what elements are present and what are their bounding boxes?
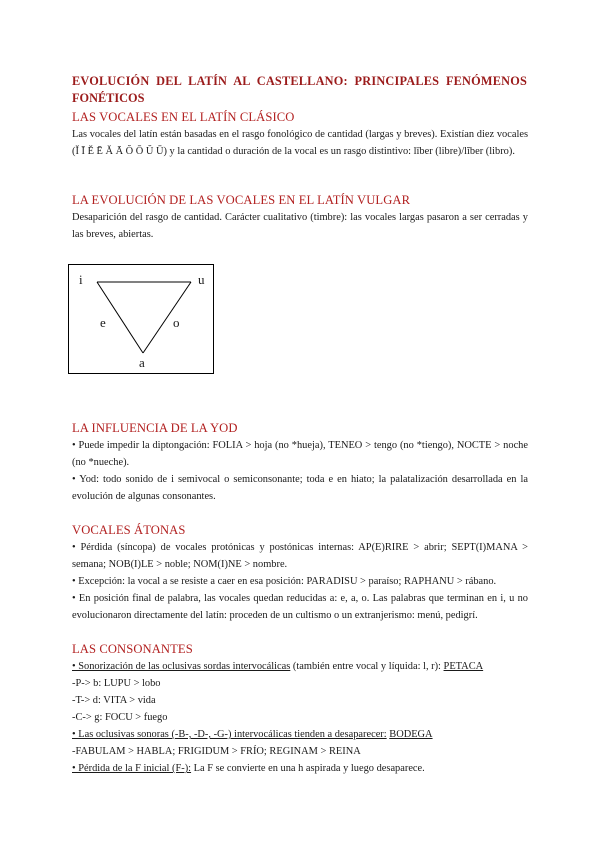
vowel-triangle-diagram	[68, 264, 214, 374]
sonorizacion-example: PETACA	[443, 661, 484, 672]
perdida-f-label: • Pérdida de la F inicial (F-):	[72, 763, 192, 774]
oclusivas-examples-line: -FABULAM > HABLA; FRIGIDUM > FRÍO; REGINAM > REINA	[72, 746, 361, 757]
perdida-f-detail: La F se convierte en una h aspirada y luego desaparece.	[191, 763, 425, 774]
consonantes-sonorizacion	[72, 658, 483, 675]
vowel-u: u	[198, 272, 205, 287]
sonorizacion-detail: (también entre vocal y líquida: l, r):	[290, 661, 444, 672]
vowel-a: a	[139, 355, 145, 370]
atonas-bullet-excepcion: • Excepción: la vocal a se resiste a caer en esa posición: PARADISU > paraíso; RAPHANU > rábano.	[72, 576, 497, 587]
example-t-d: -T-> d: VITA > vida	[72, 695, 156, 706]
vowel-i: i	[79, 272, 83, 287]
heading-latin-vulgar: LA EVOLUCIÓN DE LAS VOCALES EN EL LATÍN VULGAR	[72, 193, 411, 207]
yod-bullet-diptongacion: • Puede impedir la diptongación: FOLIA > hoja (no *hueja), TENEO > tengo (no *tiengo), NOCTE > noche (no *nueche).	[72, 440, 528, 468]
consonantes-perdida-f	[72, 760, 425, 777]
heading-consonantes: LAS CONSONANTES	[72, 642, 193, 656]
example-p-b: -P-> b: LUPU > lobo	[72, 678, 161, 689]
paragraph-latin-vulgar: Desaparición del rasgo de cantidad. Carácter cualitativo (timbre): las vocales largas pasaron a ser cerradas y las breves, abiertas.	[72, 212, 528, 240]
heading-latin-clasico: LAS VOCALES EN EL LATÍN CLÁSICO	[72, 110, 295, 124]
yod-bullet-definicion: • Yod: todo sonido de i semivocal o semiconsonante; toda e en hiato; la palatalización desarrollada en la evolución de algunas consonantes.	[72, 474, 528, 502]
example-c-g: -C-> g: FOCU > fuego	[72, 712, 168, 723]
document-title: EVOLUCIÓN DEL LATÍN AL CASTELLANO: PRINCIPALES FENÓMENOS	[72, 74, 527, 88]
vowel-e: e	[100, 315, 106, 330]
consonantes-oclusivas-sonoras	[72, 726, 433, 743]
heading-yod: LA INFLUENCIA DE LA YOD	[72, 421, 238, 435]
sonorizacion-label: • Sonorización de las oclusivas sordas intervocálicas	[72, 661, 291, 672]
vowel-o: o	[173, 315, 180, 330]
oclusivas-label: • Las oclusivas sonoras (-B-, -D-, -G-) intervocálicas tienden a desaparecer:	[72, 729, 387, 740]
oclusivas-example: BODEGA	[389, 729, 433, 740]
document-title-continued: FONÉTICOS	[72, 91, 145, 105]
paragraph-latin-clasico: Las vocales del latín están basadas en el rasgo fonológico de cantidad (largas y breves). Existían diez vocales (Ĭ Ī Ĕ Ē Ă Ā Ŏ Ō Ŭ Ū) y la cantidad o duración de la vocal es un rasgo distintivo: līber (libre)/lĭber (libro).	[72, 129, 528, 157]
atonas-bullet-sincopa: • Pérdida (síncopa) de vocales protónicas y postónicas internas: AP(E)RIRE > abrir; SEPT(I)MANA > semana; NOB(I)LE > noble; NOM(I)NE > nombre.	[72, 542, 528, 570]
heading-vocales-atonas: VOCALES ÁTONAS	[72, 523, 186, 537]
atonas-bullet-final: • En posición final de palabra, las vocales quedan reducidas a: e, a, o. Las palabras que terminan en i, u no evolucionaron directamente del latín: proceden de un cultismo o un extranjerismo: menú, pedigrí.	[72, 593, 528, 621]
